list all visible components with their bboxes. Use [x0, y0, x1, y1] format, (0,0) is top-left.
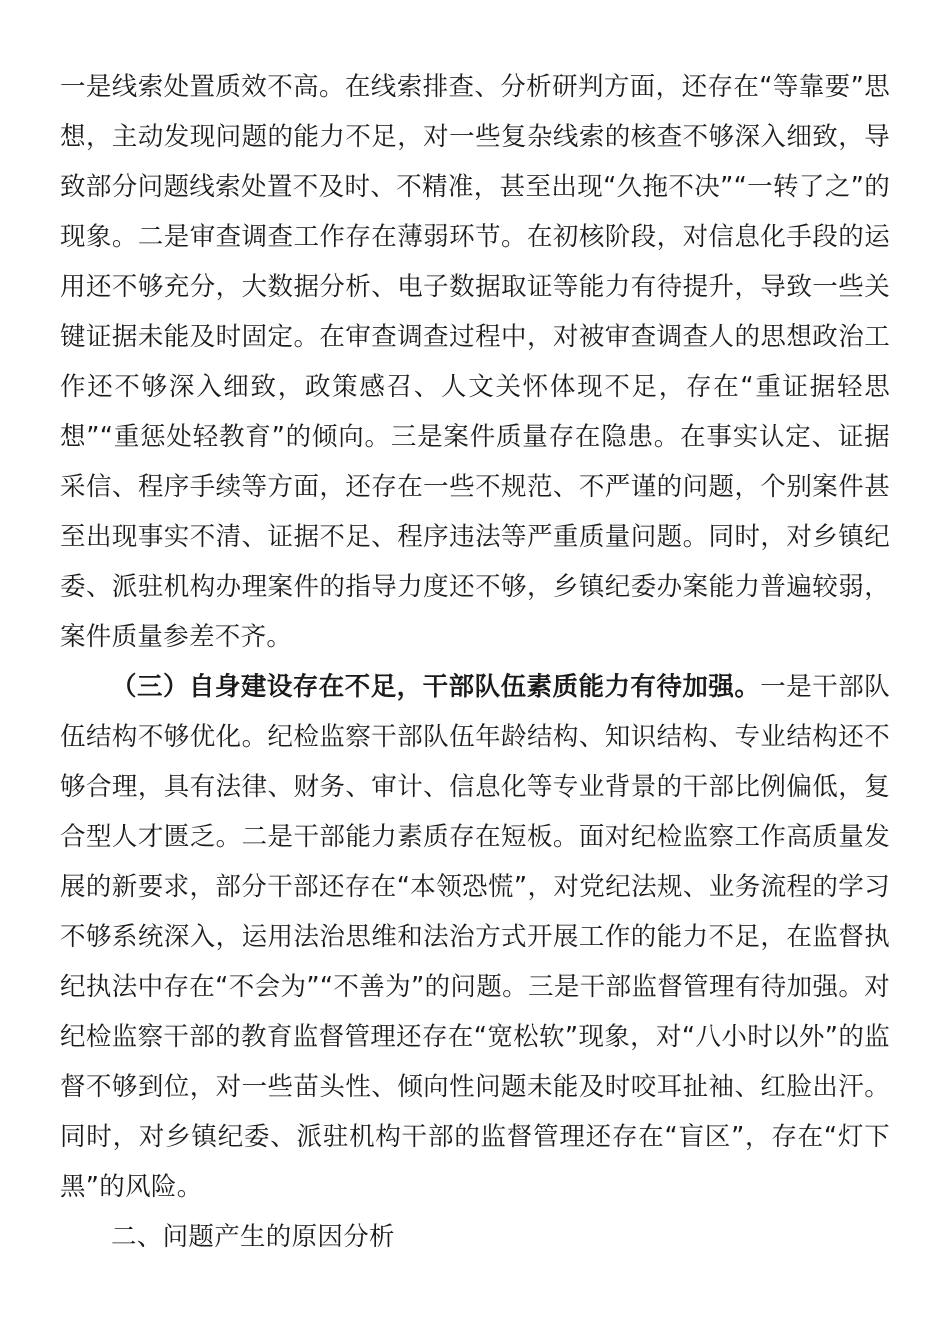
paragraph-body: 一是干部队伍结构不够优化。纪检监察干部队伍年龄结构、知识结构、专业结构还不够合理，具有法律、财务、审计、信息化等专业背景的干部比例偏低，复合型人才匮乏。二是干部能力素质存在短板。面对纪检监察工作高质量发展的新要求，部分干部还存在“本领恐慌”，对党纪法规、业务流程的学习不够系统深入，运用法治思维和法治方式开展工作的能力不足，在监督执纪执法中存在“不会为”“不善为”的问题。三是干部监督管理有待加强。对纪检监察干部的教育监督管理还存在“宽松软”现象，对“八小时以外”的监督不够到位，对一些苗头性、倾向性问题未能及时咬耳扯袖、红脸出汗。同时，对乡镇纪委、派驻机构干部的监督管理还存在“盲区”，存在“灯下黑”的风险。	[60, 672, 890, 1202]
paragraph-case-handling: 一是线索处置质效不高。在线索排查、分析研判方面，还存在“等靠要”思想，主动发现问题的能力不足，对一些复杂线索的核查不够深入细致，导致部分问题线索处置不及时、不精准，甚至出现“久拖不决”“一转了之”的现象。二是审查调查工作存在薄弱环节。在初核阶段，对信息化手段的运用还不够充分，大数据分析、电子数据取证等能力有待提升，导致一些关键证据未能及时固定。在审查调查过程中，对被审查调查人的思想政治工作还不够深入细致，政策感召、人文关怀体现不足，存在“重证据轻思想”“重惩处轻教育”的倾向。三是案件质量存在隐患。在事实认定、证据采信、程序手续等方面，还存在一些不规范、不严谨的问题，个别案件甚至出现事实不清、证据不足、程序违法等严重质量问题。同时，对乡镇纪委、派驻机构办理案件的指导力度还不够，乡镇纪委办案能力普遍较弱，案件质量参差不齐。	[60, 72, 890, 652]
subsection-heading: （三）自身建设存在不足，干部队伍素质能力有待加强。	[111, 672, 761, 702]
document-page	[60, 62, 890, 1262]
section-heading: 二、问题产生的原因分析	[111, 1222, 395, 1252]
paragraph-self-construction	[60, 662, 890, 1212]
